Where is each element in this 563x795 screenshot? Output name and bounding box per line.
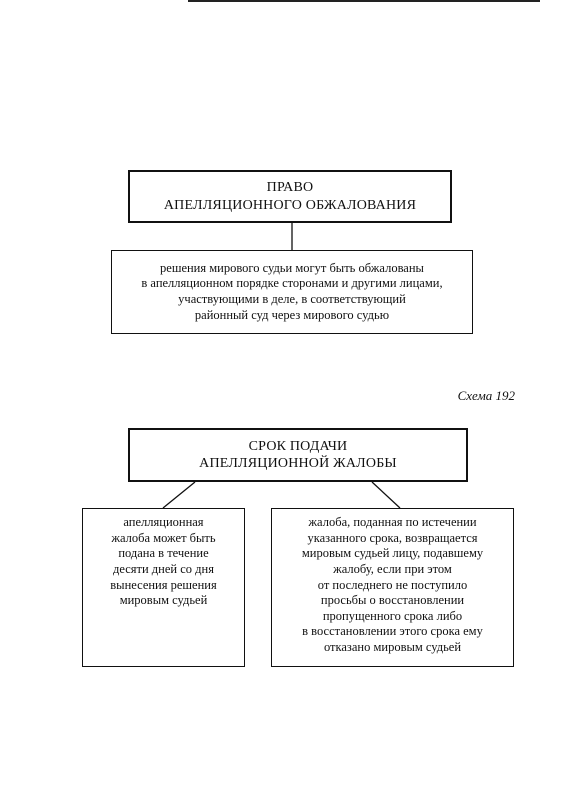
- appeal-right-title-box: [128, 170, 452, 223]
- connector-srok-to-left: [163, 482, 195, 508]
- appeal-right-description-box: [111, 250, 473, 334]
- late-appeal-returned-text: жалоба, поданная по истечении указанного срока, возвращается мировым судьей лицу, подавшему жалобу, если при этом от последнего не поступило просьбы о восстановлении пропущенного срока либо в восстановлении этого срока ему отказано мировым судьей: [301, 515, 484, 654]
- deadline-ten-days-box: [82, 508, 245, 667]
- deadline-ten-days-text: апелляционная жалоба может быть подана в течение десяти дней со дня вынесения решения мировым судьей: [110, 515, 217, 608]
- top-rule: [188, 0, 540, 2]
- appeal-deadline-title-box: [128, 428, 468, 482]
- scheme-label: Схема 192: [457, 388, 515, 403]
- late-appeal-returned-box: [271, 508, 514, 667]
- appeal-deadline-title: СРОК ПОДАЧИ АПЕЛЛЯЦИОННОЙ ЖАЛОБЫ: [199, 438, 397, 471]
- appeal-right-title: ПРАВО АПЕЛЛЯЦИОННОГО ОБЖАЛОВАНИЯ: [163, 180, 417, 213]
- connector-srok-to-right: [372, 482, 400, 508]
- appeal-right-description: решения мирового судьи могут быть обжалованы в апелляционном порядке сторонами и другими лицами, участвующими в деле, в соответствующий районный суд через мирового судью: [141, 260, 443, 322]
